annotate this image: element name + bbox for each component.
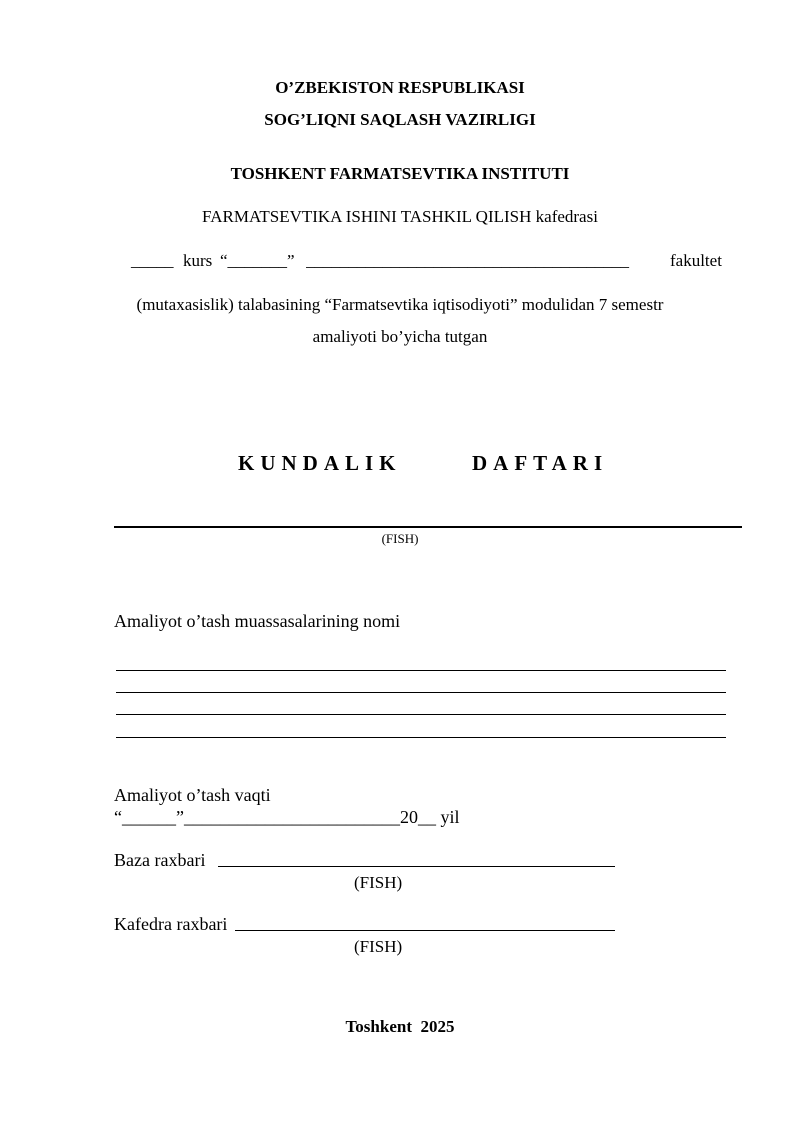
institution-line — [116, 692, 726, 693]
group-blank: “_______” — [220, 251, 295, 270]
faculty-label: fakultet — [670, 251, 722, 270]
student-name-caption: (FISH) — [381, 531, 419, 546]
institution-line — [116, 670, 726, 671]
description-line-2: amaliyoti bo’yicha tutgan — [312, 327, 488, 346]
base-supervisor-label: Baza raxbari — [114, 850, 206, 870]
description-line-1: (mutaxasislik) talabasining “Farmatsevtika iqtisodiyoti” modulidan 7 semestr — [136, 295, 664, 314]
title-word-kundalik: KUNDALIK — [238, 451, 402, 475]
dept-supervisor-label: Kafedra raxbari — [114, 914, 228, 934]
ministry-line-1: O’ZBEKISTON RESPUBLIKASI — [275, 78, 525, 97]
student-name-line — [114, 526, 742, 528]
institute-name: TOSHKENT FARMATSEVTIKA INSTITUTI — [230, 164, 570, 183]
title-word-daftari: DAFTARI — [472, 451, 609, 475]
base-supervisor-caption: (FISH) — [354, 873, 403, 892]
period-label: Amaliyot o’tash vaqti — [114, 785, 271, 805]
faculty-blank: ______________________________________ — [306, 252, 629, 269]
footer-city-year: Toshkent 2025 — [345, 1017, 455, 1036]
institution-line — [116, 714, 726, 715]
institutions-label: Amaliyot o’tash muassasalarining nomi — [114, 611, 401, 631]
kurs-blank: _____ — [131, 251, 174, 270]
department-name: FARMATSEVTIKA ISHINI TASHKIL QILISH kafedrasi — [202, 207, 598, 226]
base-supervisor-line — [218, 866, 615, 867]
dept-supervisor-caption: (FISH) — [354, 937, 403, 956]
dept-supervisor-line — [235, 930, 615, 931]
kurs-label: kurs — [183, 251, 213, 270]
period-date-line: “______”________________________20__ yil — [114, 807, 460, 827]
institution-line — [116, 737, 726, 738]
ministry-line-2: SOG’LIQNI SAQLASH VAZIRLIGI — [264, 110, 536, 129]
